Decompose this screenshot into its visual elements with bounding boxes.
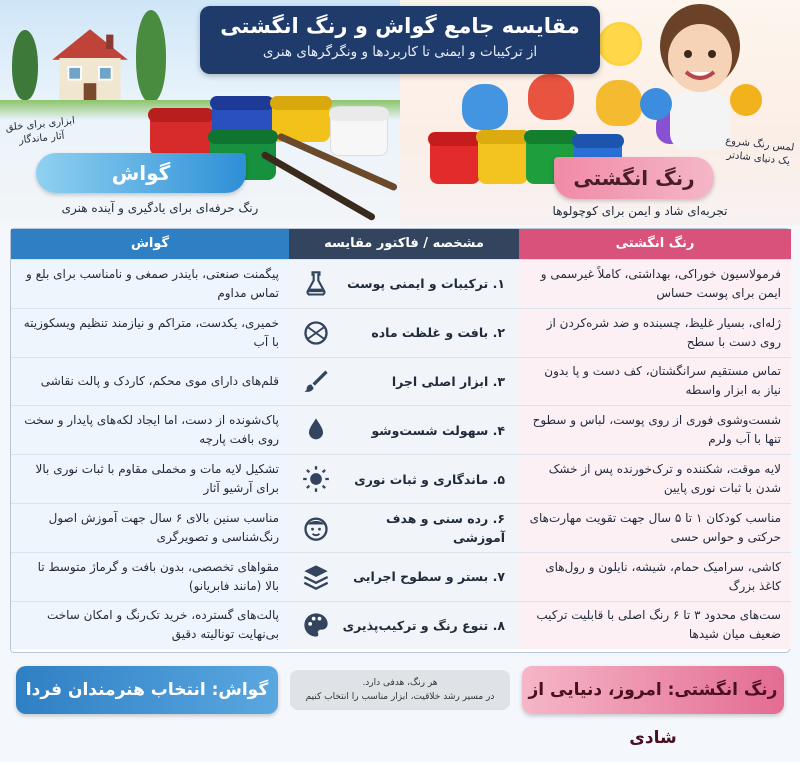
finger-paint-cell: کاشی، سرامیک حمام، شیشه، نایلون و رول‌های کاغذ بزرگ [519,553,791,601]
table-row [11,601,791,650]
feature-cell [289,309,519,357]
finger-paint-banner: رنگ انگشتی [554,157,714,199]
feature-label: ۲. بافت و غلظت ماده [371,325,505,341]
header-gouache: گواش [11,229,289,259]
feature-label: ۳. ابزار اصلی اجرا [391,373,505,389]
swirl-icon [301,318,331,348]
footer-note-line1: هر رنگ، هدفی دارد. [362,678,438,688]
feature-cell [289,358,519,406]
palette-icon [301,610,331,640]
finger-paint-cell: شست‌وشوی فوری از روی پوست، لباس و سطوح تنها با آب ولرم [519,406,791,454]
brush-icon [301,366,331,396]
table-row [11,308,791,357]
flask-icon [301,269,331,299]
table-row [11,357,791,406]
gouache-cell: قلم‌های دارای موی محکم، کاردک و پالت نقاشی [11,358,289,406]
finger-paint-cell: فرمولاسیون خوراکی، بهداشتی، کاملاً غیرسمی و ایمن برای پوست حساس [519,260,791,308]
feature-label: ۱. ترکیبات و ایمنی پوست [347,276,505,292]
footer-note-line2: در مسیر رشد خلاقیت، ابزار مناسب را انتخاب کنیم [305,692,495,702]
tree-illustration [136,10,166,102]
layers-icon [301,562,331,592]
yellow-finger-paint-pot [478,130,528,184]
handprint-illustration [462,84,508,130]
sun-icon [301,464,331,494]
feature-cell [289,455,519,503]
feature-cell [289,602,519,650]
table-row [11,454,791,503]
gouache-cell: مقواهای تخصصی، بدون بافت و گرماژ متوسط تا بالا (مانند فابریانو) [11,553,289,601]
child-illustration [640,0,760,150]
child-face-icon [301,513,331,543]
finger-paint-subtitle: تجربه‌ای شاد و ایمن برای کوچولوها [552,204,728,218]
drop-icon [301,415,331,445]
table-row [11,259,791,308]
table-row [11,503,791,552]
tree-illustration [12,30,38,100]
feature-cell [289,553,519,601]
feature-label: ۸. تنوع رنگ و ترکیب‌پذیری [342,617,505,633]
finger-paint-cell: مناسب کودکان ۱ تا ۵ سال جهت تقویت مهارت‌های حرکتی و حواس حسی [519,504,791,552]
finger-paint-cell: ژله‌ای، بسیار غلیظ، چسبنده و ضد شره‌کردن از روی دست با سطح [519,309,791,357]
gouache-cell: خمیری، یکدست، متراکم و نیازمند تنظیم ویسکوزیته با آب [11,309,289,357]
paint-brush [260,150,376,221]
red-paint-pot [150,108,212,156]
footer [0,658,800,748]
gouache-side-note: ابزاری برای خلق آثار ماندگار [5,115,76,147]
gouache-cell: پاک‌شونده از دست، اما ایجاد لکه‌های پایدار و سخت روی بافت پارچه [11,406,289,454]
finger-paint-footer-banner: رنگ انگشتی: امروز، دنیایی از شادی [522,666,784,714]
gouache-cell: تشکیل لایه مات و مخملی مقاوم با ثبات نوری بالا برای آرشیو آثار [11,455,289,503]
gouache-banner: گواش [36,153,246,193]
table-row [11,405,791,454]
gouache-subtitle: رنگ حرفه‌ای برای یادگیری و آینده هنری [61,201,259,215]
white-paint-pot [330,106,388,156]
handprint-illustration [596,80,642,126]
feature-label: ۵. ماندگاری و ثبات نوری [354,471,505,487]
feature-label: ۷. بستر و سطوح اجرایی [353,569,505,585]
finger-side-note: لمس رنگ شروع یک دنیای شادتر [724,135,795,168]
table-header [11,229,791,259]
gouache-cell: پالت‌های گسترده، خرید تک‌رنگ و امکان ساخت بی‌نهایت تونالیته دقیق [11,602,289,650]
hero-illustration [0,0,800,225]
finger-paint-cell: لایه موقت، شکننده و ترک‌خورنده پس از خشک شدن با ثبات نوری پایین [519,455,791,503]
header-feature: مشخصه / فاکتور مقایسه [289,229,519,259]
finger-paint-cell: تماس مستقیم سرانگشتان، کف دست و پا بدون نیاز به ابزار واسطه [519,358,791,406]
gouache-cell: پیگمنت صنعتی، بایندر صمغی و نامناسب برای بلع و تماس مداوم [11,260,289,308]
red-finger-paint-pot [430,132,480,184]
header-finger-paint: رنگ انگشتی [519,229,791,259]
page-subtitle: از ترکیبات و ایمنی تا کاربردها و ونگرگرهای هنری [262,44,538,60]
feature-cell [289,504,519,552]
handprint-illustration [528,74,574,120]
table-row [11,552,791,601]
feature-label: ۶. رده سنی و هدف آموزشی [385,510,505,545]
gouache-cell: مناسب سنین بالای ۶ سال جهت آموزش اصول رنگ‌شناسی و تصویرگری [11,504,289,552]
feature-cell [289,260,519,308]
gouache-footer-banner: گواش: انتخاب هنرمندان فردا [16,666,278,714]
title-box [200,6,600,74]
house-illustration [40,22,140,112]
finger-paint-cell: ست‌های محدود ۳ تا ۶ رنگ اصلی با قابلیت ترکیب ضعیف میان شیدها [519,602,791,650]
comparison-table [10,228,790,653]
footer-note [290,670,510,710]
feature-cell [289,406,519,454]
sun-illustration [598,22,642,66]
page-title: مقایسه جامع گواش و رنگ انگشتی [220,14,580,38]
feature-label: ۴. سهولت شست‌وشو [371,422,505,438]
